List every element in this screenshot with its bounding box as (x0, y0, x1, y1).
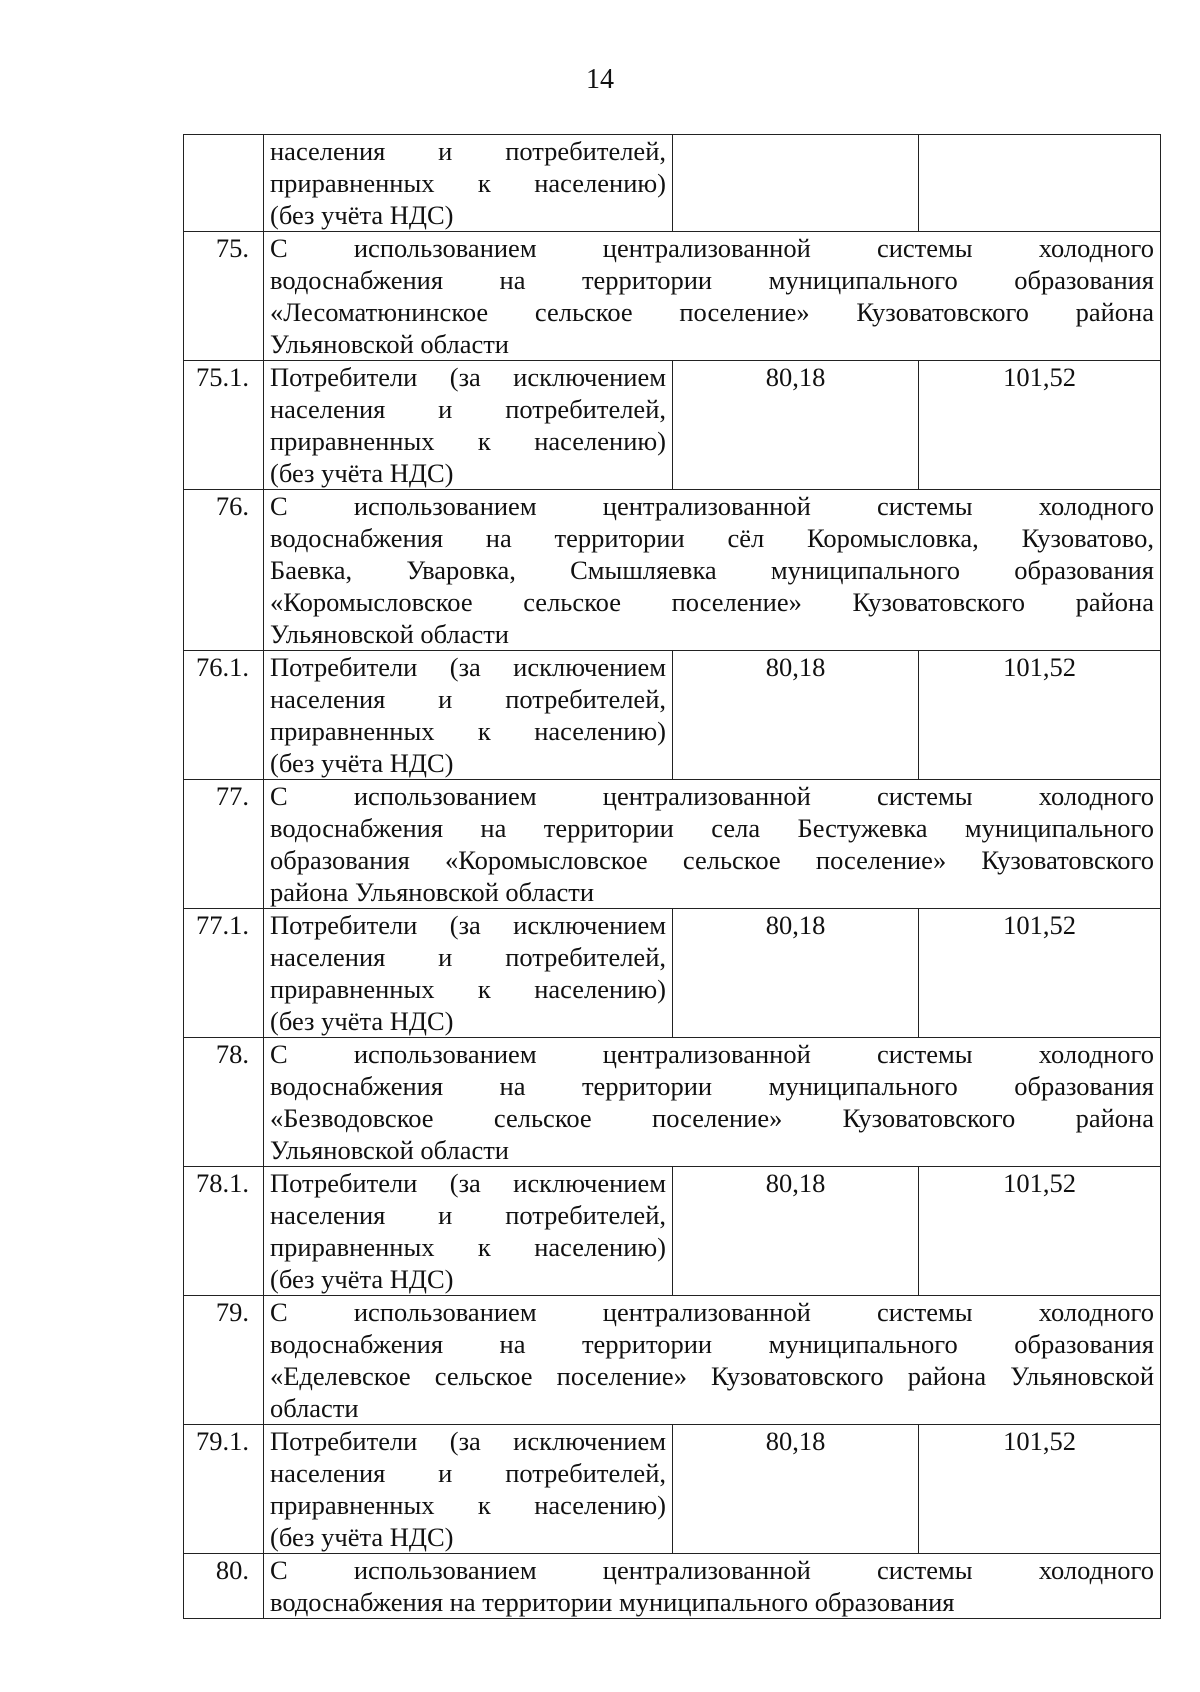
section-description (264, 490, 1161, 651)
row-number: 77. (184, 780, 264, 909)
row-description (264, 651, 673, 780)
description-line: Ульяновской области (270, 329, 509, 359)
description-line: населения и потребителей, (270, 942, 666, 972)
section-description (264, 780, 1161, 909)
description-line: образования «Коромысловское сельское поселение» Кузоватовского (270, 845, 1154, 875)
description-line: С использованием централизованной системы холодного (270, 781, 1154, 811)
row-number: 76. (184, 490, 264, 651)
table-row (184, 1425, 1161, 1554)
description-line: «Лесоматюнинское сельское поселение» Кузоватовского района (270, 297, 1154, 327)
tariff-value-1: 80,18 (673, 1167, 919, 1296)
tariff-value-2: 101,52 (919, 1167, 1161, 1296)
row-number (184, 135, 264, 232)
description-line: приравненных к населению) (270, 974, 666, 1004)
row-number: 79. (184, 1296, 264, 1425)
description-line: (без учёта НДС) (270, 1006, 454, 1036)
tariff-value-1: 80,18 (673, 651, 919, 780)
row-description (264, 909, 673, 1038)
description-line: области (270, 1393, 359, 1423)
row-number: 79.1. (184, 1425, 264, 1554)
tariff-value-2: 101,52 (919, 909, 1161, 1038)
description-line: приравненных к населению) (270, 168, 666, 198)
description-line: Баевка, Уваровка, Смышляевка муниципального образования (270, 555, 1154, 585)
row-number: 80. (184, 1554, 264, 1619)
row-number: 77.1. (184, 909, 264, 1038)
row-number: 78.1. (184, 1167, 264, 1296)
row-description (264, 135, 673, 232)
description-line: Потребители (за исключением (270, 652, 666, 682)
description-line: Потребители (за исключением (270, 1426, 666, 1456)
row-number: 76.1. (184, 651, 264, 780)
description-line: Потребители (за исключением (270, 1168, 666, 1198)
section-row (184, 490, 1161, 651)
table-row (184, 361, 1161, 490)
description-line: водоснабжения на территории сёл Коромысловка, Кузоватово, (270, 523, 1154, 553)
description-line: С использованием централизованной системы холодного (270, 491, 1154, 521)
section-description (264, 232, 1161, 361)
description-line: водоснабжения на территории муниципального образования (270, 265, 1154, 295)
tariff-value-1 (673, 135, 919, 232)
description-line: С использованием централизованной системы холодного (270, 1039, 1154, 1069)
description-line: С использованием централизованной системы холодного (270, 1555, 1154, 1585)
row-number: 75.1. (184, 361, 264, 490)
description-line: Потребители (за исключением (270, 910, 666, 940)
description-line: приравненных к населению) (270, 716, 666, 746)
description-line: населения и потребителей, (270, 1200, 666, 1230)
section-row (184, 1296, 1161, 1425)
description-line: (без учёта НДС) (270, 458, 454, 488)
table-row (184, 651, 1161, 780)
description-line: водоснабжения на территории муниципального образования (270, 1587, 955, 1617)
tariff-value-1: 80,18 (673, 1425, 919, 1554)
section-row (184, 232, 1161, 361)
table-body (184, 135, 1161, 1619)
description-line: района Ульяновской области (270, 877, 595, 907)
description-line: (без учёта НДС) (270, 748, 454, 778)
description-line: приравненных к населению) (270, 426, 666, 456)
page-number: 14 (586, 64, 614, 95)
description-line: С использованием централизованной системы холодного (270, 1297, 1154, 1327)
row-description (264, 361, 673, 490)
description-line: водоснабжения на территории муниципального образования (270, 1329, 1154, 1359)
description-line: «Еделевское сельское поселение» Кузоватовского района Ульяновской (270, 1361, 1154, 1391)
description-line: Ульяновской области (270, 619, 509, 649)
description-line: водоснабжения на территории села Бестужевка муниципального (270, 813, 1154, 843)
section-description (264, 1554, 1161, 1619)
description-line: «Коромысловское сельское поселение» Кузоватовского района (270, 587, 1154, 617)
description-line: населения и потребителей, (270, 394, 666, 424)
description-line: «Безводовское сельское поселение» Кузоватовского района (270, 1103, 1154, 1133)
description-line: населения и потребителей, (270, 684, 666, 714)
table-row (184, 135, 1161, 232)
section-description (264, 1038, 1161, 1167)
tariff-value-1: 80,18 (673, 361, 919, 490)
tariff-value-2: 101,52 (919, 651, 1161, 780)
description-line: приравненных к населению) (270, 1490, 666, 1520)
tariff-value-1: 80,18 (673, 909, 919, 1038)
row-description (264, 1167, 673, 1296)
description-line: населения и потребителей, (270, 136, 666, 166)
description-line: (без учёта НДС) (270, 200, 454, 230)
section-row (184, 1038, 1161, 1167)
tariff-value-2: 101,52 (919, 361, 1161, 490)
section-row (184, 1554, 1161, 1619)
description-line: населения и потребителей, (270, 1458, 666, 1488)
table-row (184, 1167, 1161, 1296)
tariff-table (183, 134, 1161, 1619)
tariff-value-2: 101,52 (919, 1425, 1161, 1554)
description-line: Ульяновской области (270, 1135, 509, 1165)
section-row (184, 780, 1161, 909)
table-row (184, 909, 1161, 1038)
tariff-value-2 (919, 135, 1161, 232)
description-line: С использованием централизованной системы холодного (270, 233, 1154, 263)
description-line: Потребители (за исключением (270, 362, 666, 392)
section-description (264, 1296, 1161, 1425)
description-line: (без учёта НДС) (270, 1522, 454, 1552)
description-line: приравненных к населению) (270, 1232, 666, 1262)
row-number: 75. (184, 232, 264, 361)
row-description (264, 1425, 673, 1554)
description-line: водоснабжения на территории муниципального образования (270, 1071, 1154, 1101)
description-line: (без учёта НДС) (270, 1264, 454, 1294)
row-number: 78. (184, 1038, 264, 1167)
